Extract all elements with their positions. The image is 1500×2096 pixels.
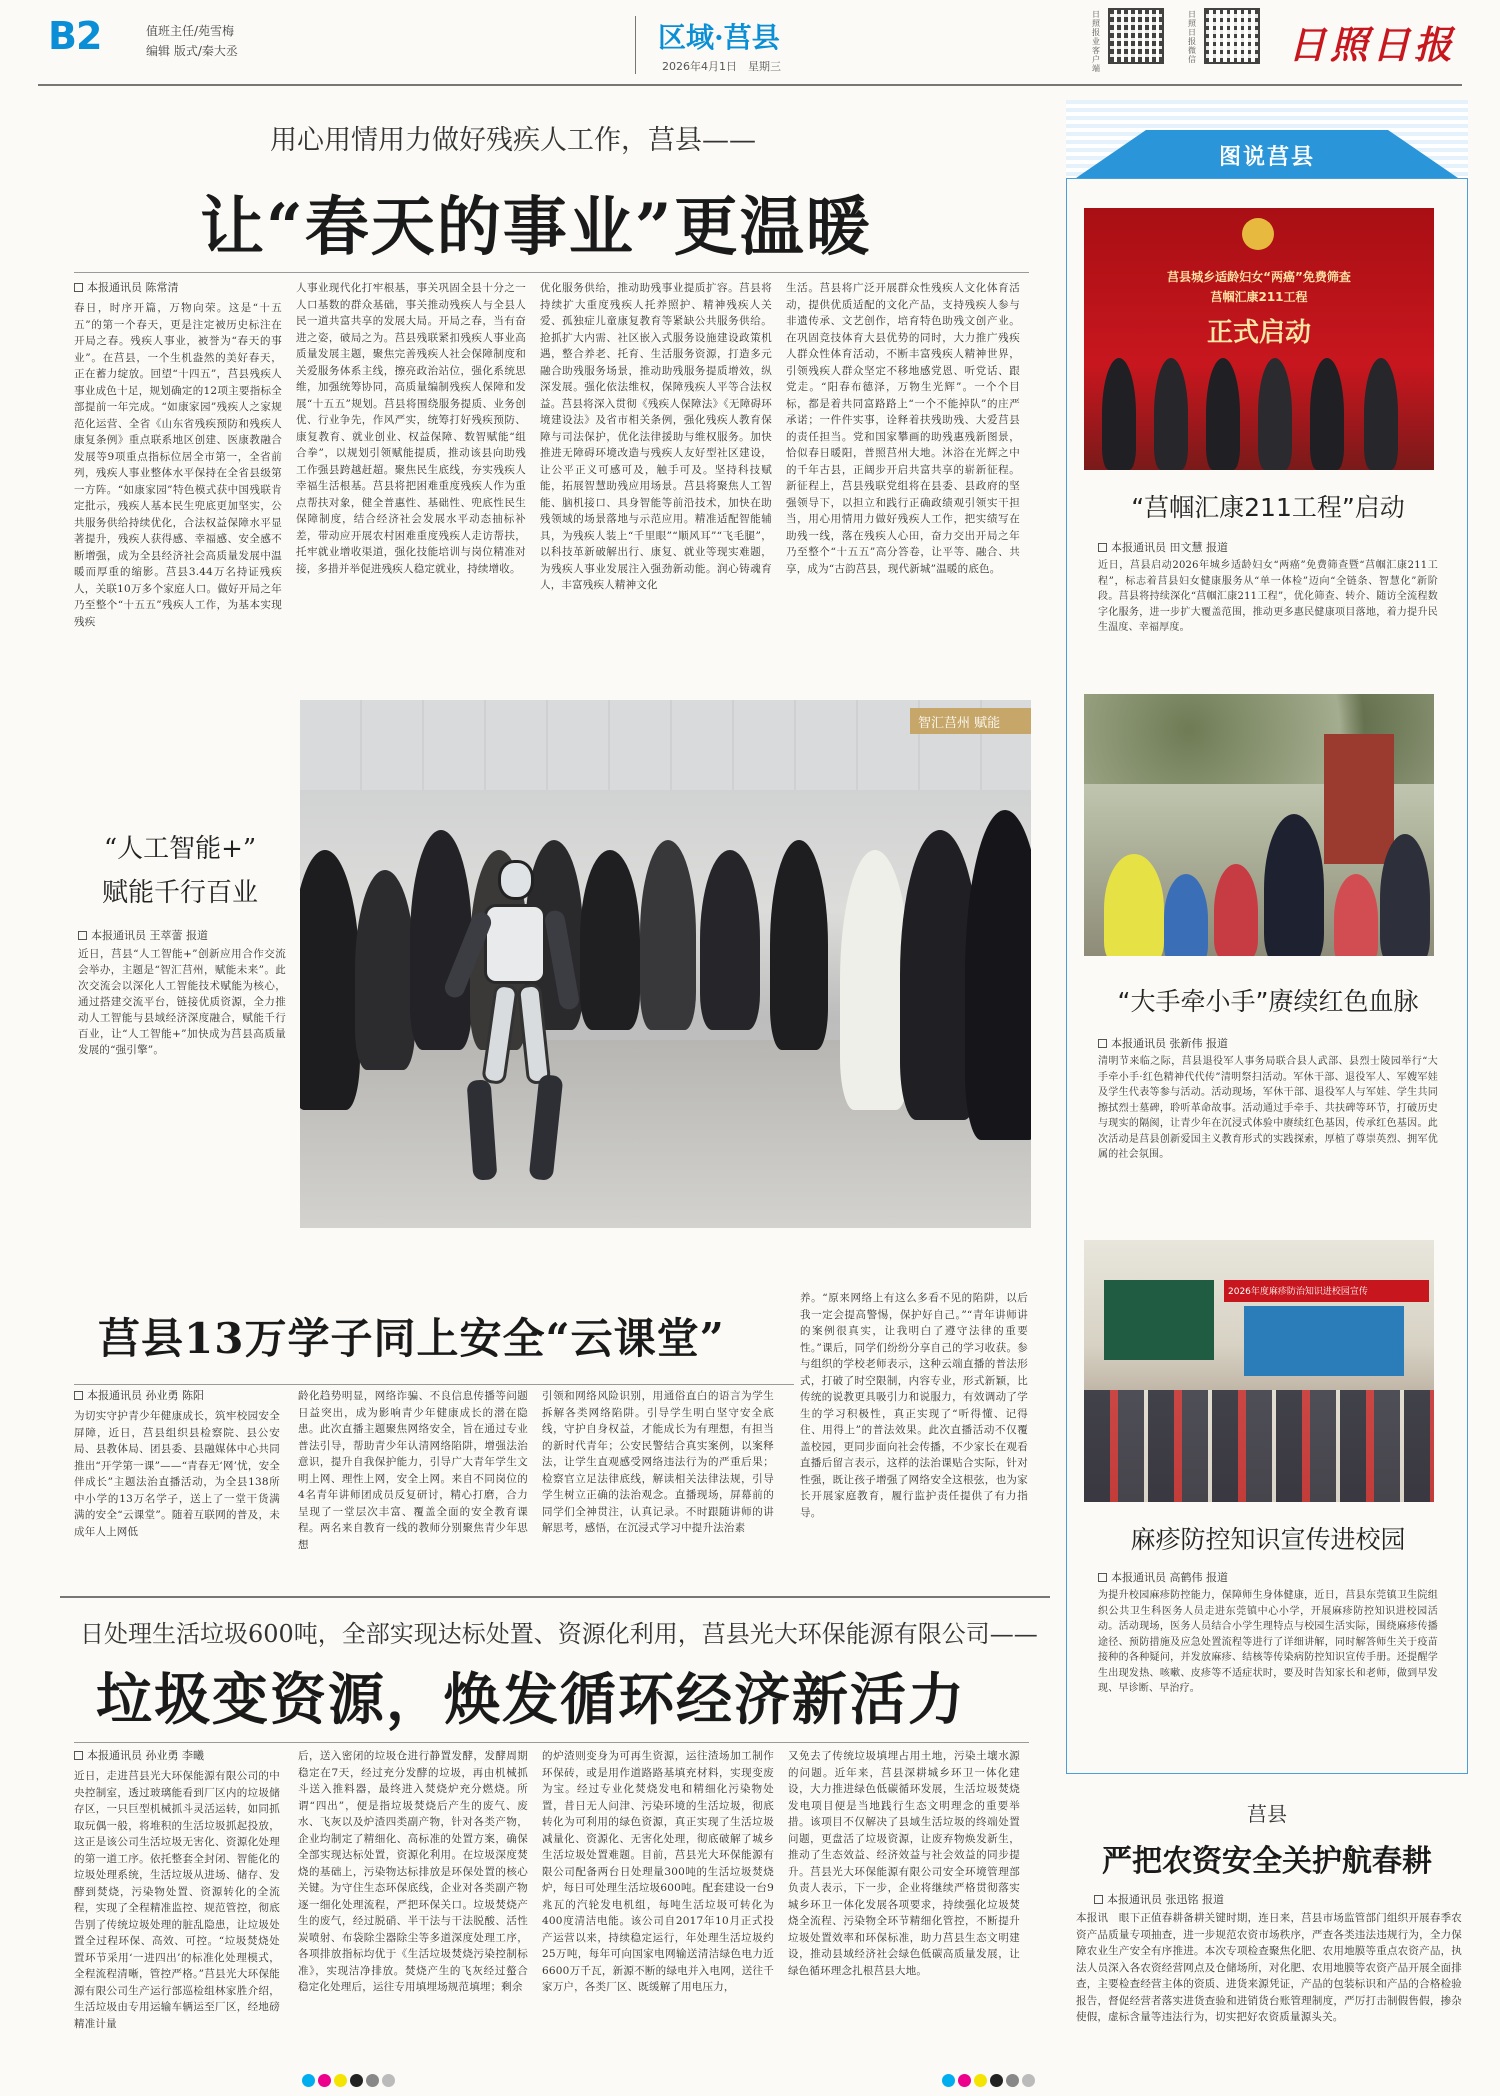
story3-kicker: 日处理生活垃圾600吨，全部实现达标处置、资源化利用，莒县光大环保能源有限公司—— [80,1620,1038,1648]
article-column: 生活。莒县将广泛开展群众性残疾人文化体育活动，提供优质适配的文化产品，支持残疾人参与非遗传承、文艺创作，培育特色助残文创产业。在巩固竞技体育大县优势的同时，大力推广残疾人群众性体育活动，不断丰富残疾人精神世界，引领残疾人群众坚定不移地感党恩、听党话、跟党走。“阳春布德泽，万物生光辉”。一个个目标，都是着共同富路路上“一个不能掉队”的庄严承诺；一件件实事，诠释着扶残助残、大爱莒县的责任担当。党和国家攀画的助残惠残新图景，恰似春日暖阳，普照莒州大地。沐浴在光辉之中的千年古县，正阔步开启共富共享的崭新征程。新征程上，莒县残联党组将在县委、县政府的坚强领导下，以担立和践行正确政绩观引领实干担当，用心用情用力做好残疾人工作，把实绩写在助残一线，落在残疾人心田，奋力交出开局之年乃至整个“十五五”高分答卷，让平等、融合、共享，成为“古韵莒县，现代新城”温暖的底色。 [786,282,1020,575]
crowd-person [965,810,1031,1140]
crowd-person [770,840,828,1050]
crowd-person [700,850,760,1030]
adult-figure [1380,834,1430,956]
sidebar-header-title: 图说莒县 [1218,144,1315,170]
child-figure [1334,874,1378,956]
farm-kicker: 莒县 [1247,1802,1287,1826]
qr-caption: 日照日报微信 [1188,10,1196,64]
sidebar-item-text: 近日，莒县启动2026年城乡适龄妇女“两癌”免费筛查暨“莒帼汇康211工程”，标志着莒县妇女健康服务从“单一体检”迈向“全链条、智慧化”新阶段。莒县将持续深化“莒帼汇康211工程”，优化筛查、转介、随访全流程数字化服务，进一步扩大覆盖范围，推动更多惠民健康项目落地，着力提升民生温度、幸福厚度。 [1098,560,1438,633]
robot-photo [300,700,1031,1228]
stage-person [1102,358,1136,470]
blackboard [1104,1280,1214,1360]
registration-mark-icon [318,2074,331,2087]
divider [74,1384,794,1385]
crowd-person [355,870,415,1070]
stage-banner-text: 正式启动 [1206,318,1311,348]
humanoid-robot [450,860,580,1200]
sidebar-item-title: 麻疹防控知识宣传进校园 [1130,1525,1406,1554]
issue-date: 2026年4月1日 星期三 [662,60,781,73]
photo-banner: 智汇莒州 赋能 [910,708,1031,734]
registration-mark-icon [1006,2074,1019,2087]
child-figure [1104,854,1164,956]
sidebar-header-banner [1076,130,1458,178]
stage-person [1258,358,1292,470]
article-column: 优化服务供给，推动助残事业提质扩容。莒县将持续扩大重度残疾人托养照护、精神残疾人关爱、孤独症儿童康复教育等紧缺公共服务供给。抢抓扩大内需、社区嵌入式服务设施建设政策机遇，整合养老、托育、生活服务资源，打造多元融合助残服务场景，推动助残服务提质增效，纵深发展。强化依法维权，保障残疾人平等合法权益。莒县将深入贯彻《残疾人保障法》《无障碍环境建设法》及省市相关条例，强化残疾人教育保障与司法保护，优化法律援助与维权服务。加快推进无障碍环境改造与残疾人友好型社区建设，让公平正义可感可及，触手可及。坚持科技赋能，拓展智慧助残应用场景。莒县将聚焦人工智能、脑机接口、具身智能等前沿技术，加快在助残领域的场景落地与示范应用。精准适配智能辅具，为残疾人装上“千里眼”“顺风耳”“飞毛腿”，以科技革新破解出行、康复、就业等现实难题，为残疾人事业发展注入强劲新动能。润心铸魂育人，丰富残疾人精神文化 [540,282,772,591]
byline: 本报通讯员 陈常清 [74,280,284,296]
page-number: B2 [48,14,102,58]
registration-mark-icon [334,2074,347,2087]
stage-person [1310,358,1344,470]
stage-person [1206,358,1240,470]
qr-code-icon [1110,10,1162,62]
header-rule [38,84,1462,86]
stage-banner-text: 莒帼汇康211工程 [1210,290,1308,304]
masthead-logo: 日照日报 [1288,22,1457,67]
article-column: 人事业现代化打牢根基，事关巩固全县十分之一人口基数的群众基础，事关推动残疾人与全县人民一道共富共享的发展大局。开局之春，当有奋进之姿，破局之为。莒县残联紧扣残疾人事业高质量发展主题，聚焦完善残疾人社会保障制度和关爱服务体系主线，擦亮政治站位，强化系统思维，加强统筹协同，高质量编制残疾人保障和发展“十五五”规划。莒县将围绕服务提质、业务创优、行业争先，作风严实，统筹打好残疾预防、康复教育、就业创业、权益保障、数智赋能“组合拳”，以规划引领赋能提质，推动该县向助残工作强县跨越赶超。聚焦民生底线，夯实残疾人幸福生活根基。莒县将把困难重度残疾人作为重点帮扶对象，健全普惠性、基础性、兜底性民生保障制度，结合经济社会发展水平动态抽标补差，带动应开展农村困难重度残疾人走访帮扶，托牢就业增收渠道，强化技能培训与岗位精准对接，多措并举促进残疾人稳定就业，持续增收。 [296,282,526,575]
story3-headline: 垃圾变资源，焕发循环经济新活力 [96,1667,966,1733]
launch-ceremony-photo [1084,208,1434,470]
byline: 本报通讯员 王萃蕾 报道 [78,928,288,944]
crowd-person [580,850,640,1030]
byline: 本报通讯员 高鹤伟 报道 [1098,1570,1438,1586]
adult-figure [1264,814,1324,956]
divider [74,272,1029,273]
byline: 本报通讯员 张新伟 报道 [1098,1036,1438,1052]
stage-person [1154,358,1188,470]
byline: 本报通讯员 孙业勇 陈阳 [74,1388,289,1404]
story2-headline: 莒县13万学子同上安全“云课堂” [98,1314,725,1363]
article-column: 春日，时序开篇，万物向荣。这是“十五五”的第一个春天，更是注定被历史标注在开局之春。残疾人事业，被誉为“春天的事业”。在莒县，一个生机盎然的美好春天，正在蓄力绽放。回望“十四五”，莒县残疾人事业成色十足，规划确定的12项主要指标全部提前一年完成。“如康家园”残疾人之家规范化运营、全省《山东省残疾预防和残疾人康复条例》重点联系地区创建、医康教融合发展等9项重点指标位居全市第一，全省前列，残疾人事业整体水平保持在全省县级第一方阵。“如康家园”特色模式获中国残联肯定批示，残疾人基本民生兜底更加坚实，公共服务供给持续优化，合法权益保障水平显著提升，残疾人获得感、幸福感、安全感不断增强，成为全县经济社会高质量发展中温暖而厚重的缩影。莒县3.44万名持证残疾人，关联10万多个家庭人口。做好开局之年乃至整个“十五五”残疾人工作，为基本实现残疾 [74,302,282,628]
sidebar-item-title: “莒帼汇康211工程”启动 [1131,493,1405,522]
memorial-stone [1324,734,1394,864]
sidebar-item-text: 为提升校园麻疹防控能力，保障师生身体健康，近日，莒县东莞镇卫生院组织公共卫生科医务人员走进东莞镇中心小学，开展麻疹防控知识进校园活动。活动现场，医务人员结合小学生理特点与校园生活实际，围绕麻疹传播途径、预防措施及应急处置流程等进行了详细讲解，同时解答师生关于疫苗接种的各种疑问，并发放麻疹、结核等传染病防控知识宣传手册。还提醒学生出现发热、咳嗽、皮疹等不适症状时，要及时告知家长和老师，做到早发现、早诊断、早治疗。 [1098,1590,1438,1694]
screen [1244,1306,1404,1376]
registration-mark-icon [990,2074,1003,2087]
divider [74,1742,1029,1743]
ai-story-title: 赋能千行百业 [101,878,258,908]
editor-credit: 编辑 版式/秦大丞 [146,44,238,58]
header-divider [635,16,636,74]
ai-story-text: 近日，莒县“人工智能+”创新应用合作交流会举办，主题是“智汇莒州，赋能未来”。此次交流会以深化人工智能技术赋能为核心，通过搭建交流平台，链接优质资源，全力推动人工智能与县域经济深度融合，赋能千行百业，让“人工智能+”加快成为莒县高质量发展的“强引擎”。 [78,948,286,1056]
registration-mark-icon [958,2074,971,2087]
divider [60,1596,1050,1598]
article-column: 的炉渣则变身为可再生资源，运往渣场加工制作环保砖，或是用作道路路基填充材料，实现变废为宝。经过专业化焚烧发电和精细化污染物处置，昔日无人问津、污染环境的生活垃圾，彻底转化为可利用的绿色资源，真正实现了生活垃圾减量化、资源化、无害化处理，彻底破解了城乡生活垃圾处置难题。目前，莒县光大环保能源有限公司配备两台日处理量300吨的生活垃圾焚烧炉，每日可处理生活垃圾600吨。配套建设一台9兆瓦的汽轮发电机组，每吨生活垃圾可转化为400度清洁电能。该公司自2017年10月正式投产运营以来，持续稳定运行，年处理生活垃圾约25万吨，每年可向国家电网输送清洁绿色电力近6600万千瓦，新源不断的绿电并入电网，送往千家万户，各类厂区、既缓解了用电压力， [542,1750,774,1993]
editor-credit: 值班主任/苑雪梅 [146,24,235,38]
crowd-person [300,850,360,1110]
registration-mark-icon [302,2074,315,2087]
article-column: 龄化趋势明显，网络诈骗、不良信息传播等问题日益突出，成为影响青少年健康成长的潜在隐患。此次直播主题聚焦网络安全，旨在通过专业普法引导，帮助青少年认清网络陷阱，增强法治意识，提升自我保护能力，引导广大青年学生文明上网、理性上网，安全上网。来自不同岗位的4名青年讲师团成员反复研讨，精心打磨，合力呈现了一堂层次丰富、覆盖全面的安全教育课程。两名来自教育一线的教师分别聚焦青少年思想 [298,1390,528,1551]
registration-mark-icon [974,2074,987,2087]
stage-person [1364,358,1398,470]
classroom-photo [1084,1240,1434,1502]
child-figure [1164,874,1208,956]
main-kicker: 用心用情用力做好残疾人工作，莒县—— [270,125,756,156]
stage-banner-text: 莒县城乡适龄妇女“两癌”免费筛查 [1167,270,1351,284]
farm-headline: 严把农资安全关护航春耕 [1102,1844,1432,1879]
article-column: 引领和网络风险识别，用通俗直白的语言为学生拆解各类网络陷阱。引导学生明白坚守安全底线，守护自身权益，才能成长为有理想，有担当的新时代青年；公安民警结合真实案例，以案释法，让学生直观感受网络违法行为的严重后果；检察官立足法律底线，解读相关法律法规，引导学生树立正确的法治观念。直播现场，屏幕前的同学们全神贯注，认真记录。不时跟随讲师的讲解思考，感悟，在沉浸式学习中提升法治素 [542,1390,774,1534]
memorial-visit-photo [1084,694,1434,956]
byline: 本报通讯员 张迅铭 报道 [1094,1892,1454,1908]
farm-text: 本报讯 眼下正值春耕备耕关键时期，连日来，莒县市场监管部门组织开展春季农资产品质量专项抽查，进一步规范农资市场秩序，严查各类违法违规行为，全力保障农业生产安全有序推进。本次专项检查聚焦化肥、农用地膜等重点农资产品，执法人员深入各农资经营网点及仓储场所，对化肥、农用地膜等农资产品开展全面排查，主要检查经营主体的资质、进货来源凭证，产品的包装标识和产品的合格检验报告，督促经营者落实进货查验和进销货台账管理制度，严厉打击制假售假，掺杂使假，虚标含量等违法行为，切实把好农资质量源头关。 [1076,1912,1462,2023]
article-column: 后，送入密闭的垃圾仓进行静置发酵，发酵周期稳定在7天，经过充分发酵的垃圾，再由机械抓斗送入推料器，最终进入焚烧炉充分燃烧。所谓“四出”，便是指垃圾焚烧后产生的废气、废水、飞灰以及炉渣四类副产物，针对各类产物，企业均制定了精细化、高标准的处置方案，确保全部实现达标处置，资源化利用。在垃圾深度焚烧的基础上，污染物达标排放是环保处置的核心关键。为守住生态环保底线，企业对各类副产物逐一细化处理流程，严把环保关口。垃圾焚烧产生的废气，经过脱硝、半干法与干法脱酸、活性炭喷射、布袋除尘器除尘等多道深度处理工序，各项排放指标均优于《生活垃圾焚烧污染控制标准》，实现洁净排放。焚烧产生的飞灰经过螯合稳定化处理后，运往专用填埋场规范填埋；剩余 [298,1750,528,1993]
students-rows [1084,1390,1434,1502]
sidebar-item-title: “大手牵小手”赓续红色血脉 [1117,987,1419,1016]
byline: 本报通讯员 孙业勇 李曦 [74,1748,289,1764]
registration-mark-icon [1022,2074,1035,2087]
article-column: 养。“原来网络上有这么多看不见的陷阱，以后我一定会提高警惕，保护好自己。”“青年讲师讲的案例很真实，让我明白了遵守法律的重要性。”课后，同学们纷纷分享自己的学习收获。参与组织的学校老师表示，这种云端直播的普法形式，打破了时空限制，内容专业，形式新颖，比传统的说教更具吸引力和说服力，有效调动了学生的学习积极性，真正实现了“听得懂、记得住、用得上”的普法效果。此次直播活动不仅覆盖校园，更同步面向社会传播，不少家长在观看直播后留言表示，这样的法治课贴合实际，针对性强，既让孩子增强了网络安全这根弦，也为家长开展家庭教育，履行监护责任提供了有力指导。 [800,1292,1028,1519]
main-headline: 让“春天的事业”更温暖 [200,190,872,265]
child-figure [1214,864,1258,956]
registration-mark-icon [942,2074,955,2087]
article-column: 又免去了传统垃圾填埋占用土地，污染土壤水源的问题。近年来，莒县深耕城乡环卫一体化建设，大力推进绿色低碳循环发展，生活垃圾焚烧发电项目便是当地践行生态文明理念的重要举措。该项目不仅解决了县域生活垃圾的终端处置问题，更盘活了垃圾资源，让废弃物焕发新生，推动了生态效益、经济效益与社会效益的同步提升。莒县光大环保能源有限公司安全环境管理部负责人表示，下一步，企业将继续严格贯彻落实城乡环卫一体化发展各项要求，持续强化垃圾焚烧全流程、污染物全环节精细化管控，不断提升垃圾处置效率和环保标准，助力莒县生态文明建设，推动县域经济社会绿色低碳高质量发展，让绿色循环理念扎根莒县大地。 [788,1750,1020,1977]
byline: 本报通讯员 田文慧 报道 [1098,540,1438,556]
qr-caption: 日照报业客户端 [1092,10,1100,73]
registration-mark-icon [350,2074,363,2087]
section-name: 区域·莒县 [658,21,780,54]
article-column: 为切实守护青少年健康成长，筑牢校园安全屏障，近日，莒县组织县检察院、县公安局、县教体局、团县委、县融媒体中心共同推出“开学第一课”——“青春无‘网’忧，安全伴成长”主题法治直播活动，为全县138所中小学的13万名学子，送上了一堂干货满满的安全“云课堂”。随着互联网的普及，未成年人上网低 [74,1410,280,1538]
ai-story-title: “人工智能+” [103,834,257,864]
registration-mark-icon [382,2074,395,2087]
qr-code-icon [1206,10,1258,62]
registration-mark-icon [366,2074,379,2087]
page-header [0,0,1500,90]
crowd-person [640,840,696,1030]
party-emblem-icon [1242,218,1274,250]
classroom-banner: 2026年度麻疹防治知识进校园宣传 [1224,1280,1429,1302]
sidebar-item-text: 清明节来临之际，莒县退役军人事务局联合县人武部、县烈士陵园举行“大手牵小手·红色精神代代传”清明祭扫活动。军休干部、退役军人、军嫂军娃及学生代表等参与活动。活动现场，军休干部、退役军人与军娃、学生共同擦拭烈士墓碑，聆听革命故事。活动通过手牵手、共扶碑等环节，打破历史与现实的隔阂，让青少年在沉浸式体验中赓续红色基因，传承红色基因。此次活动是莒县创新爱国主义教育形式的实践探索，厚植了尊崇英烈、拥军优属的社会氛围。 [1098,1056,1438,1160]
article-column: 近日，走进莒县光大环保能源有限公司的中央控制室，透过玻璃能看到厂区内的垃圾储存区，一只巨型机械抓斗灵活运转，如同抓取玩偶一般，将堆积的生活垃圾抓起投放，这正是该公司生活垃圾无害化、资源化处理的第一道工序。依托整套全封闭、智能化的垃圾处理系统，生活垃圾从进场、储存、发酵到焚烧，污染物处置、资源转化的全流程，实现了全程精准监控、规范管控，彻底告别了传统垃圾处理的脏乱隐患，让垃圾处置全过程环保、高效、可控。“垃圾焚烧处置环节采用‘一进四出’的标准化处理模式，全程流程清晰，管控严格。”莒县光大环保能源有限公司生产运行部巡检组林家胜介绍，生活垃圾由专用运输车辆运至厂区，经地磅精准计量 [74,1770,280,2030]
